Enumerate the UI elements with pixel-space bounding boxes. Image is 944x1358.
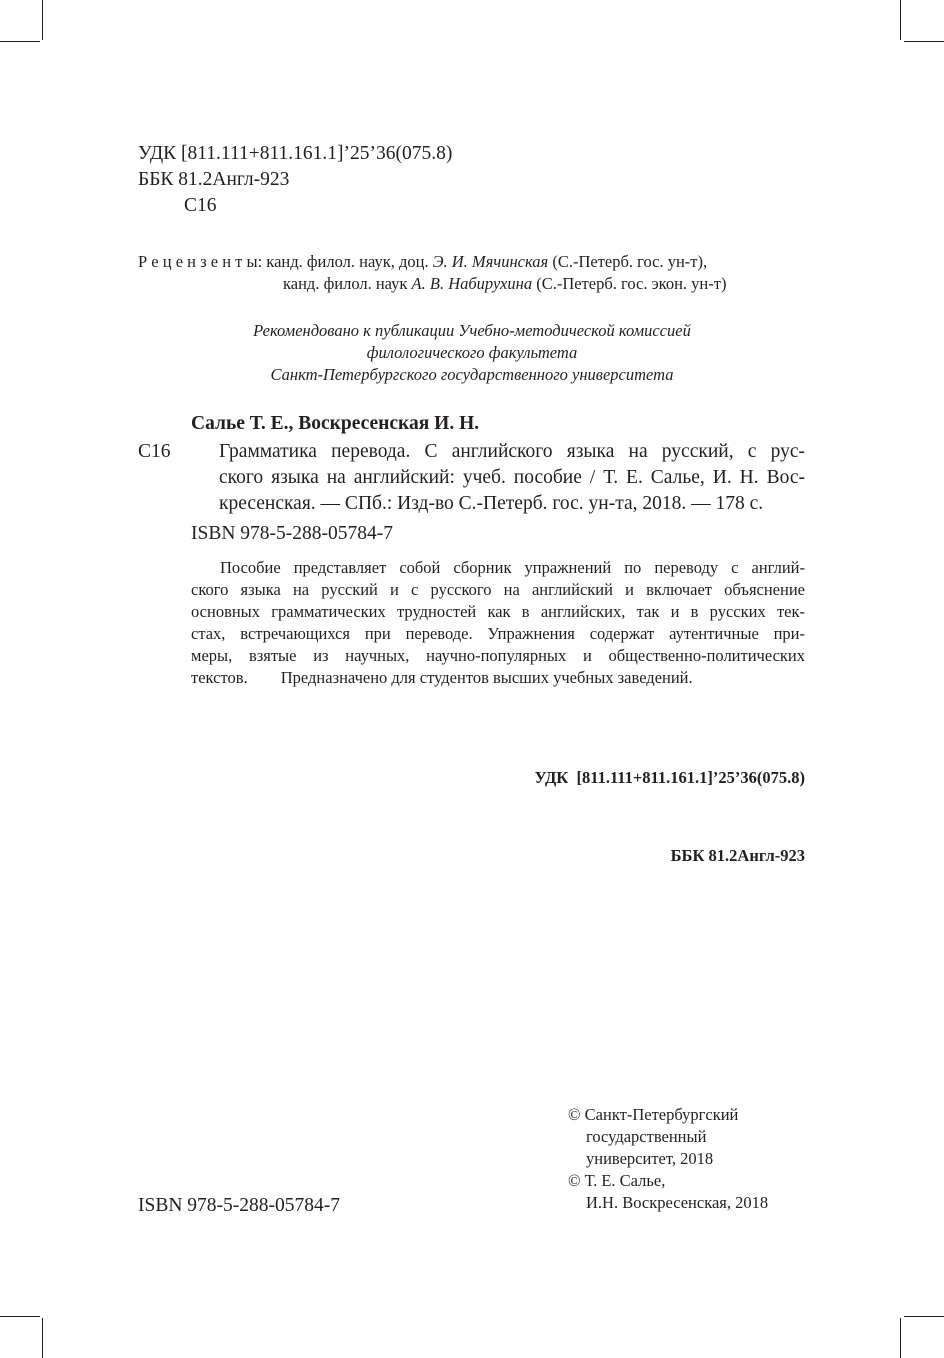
catalog-isbn: ISBN 978-5-288-05784-7 xyxy=(191,523,394,544)
copyright-line: © Санкт-Петербургский xyxy=(568,1105,739,1124)
crop-mark-bottom-right-h xyxy=(904,1316,944,1317)
crop-mark-bottom-left xyxy=(42,1318,43,1358)
abstract-line: Пособие представляет собой сборник упражнений по переводу с англий- xyxy=(220,558,805,577)
abstract-line: текстов. xyxy=(191,668,248,687)
copyright-line: И.Н. Воскресенская, 2018 xyxy=(586,1193,769,1212)
reviewers-line-2 xyxy=(283,273,726,295)
abstract-line: ского языка на русский и с русского на английский и включает объяснение xyxy=(191,580,805,599)
reviewer-2-degree: канд. филол. наук xyxy=(283,274,408,293)
reviewer-2-name: А. В. Набирухина xyxy=(411,274,533,293)
udk-code: УДК [811.111+811.161.1]’25’36(075.8) xyxy=(138,143,453,164)
abstract xyxy=(191,557,805,689)
author-mark: С16 xyxy=(184,195,217,216)
reviewers-label: Р е ц е н з е н т ы: xyxy=(138,252,263,271)
reviewer-2-affiliation: (С.-Петерб. гос. экон. ун-т) xyxy=(536,274,727,293)
crop-mark-bottom-left-h xyxy=(0,1316,40,1317)
catalog-description-line: Грамматика перевода. С английского языка на русский, с рус- xyxy=(219,441,805,462)
crop-mark-top-right xyxy=(900,0,901,40)
bbk-code: ББК 81.2Англ-923 xyxy=(138,169,290,190)
abstract-audience: Предназначено для студентов высших учебных заведений. xyxy=(280,668,693,687)
isbn-bottom: ISBN 978-5-288-05784-7 xyxy=(138,1195,341,1216)
reviewer-1-affiliation: (С.-Петерб. гос. ун-т), xyxy=(552,252,708,271)
catalog-description xyxy=(219,439,805,517)
footer-udk-code: УДК [811.111+811.161.1]’25’36(075.8) xyxy=(534,768,805,787)
copyright-line: государственный xyxy=(586,1127,707,1146)
copyright-line: университет, 2018 xyxy=(586,1149,714,1168)
catalog-mark: С16 xyxy=(138,441,171,462)
crop-mark-top-right-h xyxy=(904,41,944,42)
catalog-description-line: кресенская. — СПб.: Изд-во С.-Петерб. гос. ун-та, 2018. — 178 с. xyxy=(219,493,764,514)
catalog-authors: Салье Т. Е., Воскресенская И. Н. xyxy=(191,413,480,434)
recommendation-line: Рекомендовано к публикации Учебно-методической комиссией xyxy=(253,321,691,340)
abstract-line: стах, встречающихся при переводе. Упражнения содержат аутентичные при- xyxy=(191,624,805,643)
catalog-description-line: ского языка на английский: учеб. пособие / Т. Е. Салье, И. Н. Вос- xyxy=(219,467,805,488)
recommendation-line: Санкт-Петербургского государственного университета xyxy=(270,365,674,384)
classification-block xyxy=(138,141,452,219)
reviewer-1-degree: канд. филол. наук, доц. xyxy=(266,252,429,271)
abstract-line: меры, взятые из научных, научно-популярных и общественно-политических xyxy=(191,646,805,665)
recommendation-block xyxy=(192,320,752,386)
crop-mark-top-left-h xyxy=(0,41,40,42)
recommendation-line: филологического факультета xyxy=(366,343,578,362)
footer-bbk-code: ББК 81.2Англ-923 xyxy=(670,846,805,865)
reviewer-1-name: Э. И. Мячинская xyxy=(432,252,549,271)
crop-mark-top-left xyxy=(42,0,43,40)
reviewers-line-1 xyxy=(138,251,707,273)
copyright-line: © Т. Е. Салье, xyxy=(568,1171,666,1190)
abstract-line: основных грамматических трудностей как в английских, так и в русских тек- xyxy=(191,602,805,621)
footer-classification xyxy=(405,713,805,895)
copyright-block xyxy=(568,1104,768,1214)
crop-mark-bottom-right xyxy=(900,1318,901,1358)
